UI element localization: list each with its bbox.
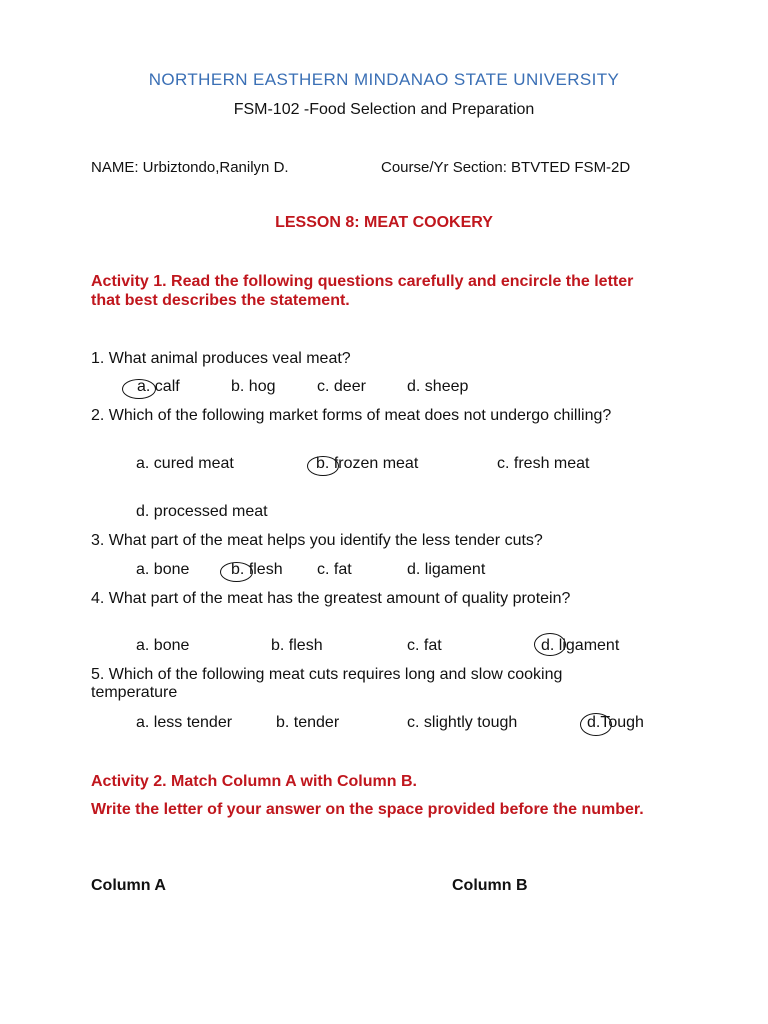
q4-option-c: c. fat [407,637,442,654]
q3-option-d: d. ligament [407,561,486,578]
q1-option-d: d. sheep [407,378,469,395]
q2-option-c: c. fresh meat [497,455,590,472]
q5-option-a: a. less tender [136,714,233,731]
q5-option-b: b. tender [276,714,340,731]
q3-option-c: c. fat [317,561,352,578]
q1-option-b: b. hog [231,378,276,395]
course-title: FSM-102 -Food Selection and Preparation [233,101,535,118]
q3-option-a: a. bone [136,561,190,578]
activity2-title: Activity 2. Match Column A with Column B. [91,773,417,790]
column-b-header: Column B [452,877,528,894]
question-1: 1. What animal produces veal meat? [91,350,351,367]
question-3: 3. What part of the meat helps you identify the less tender cuts? [91,532,543,549]
answer-circle [220,562,253,582]
q5-option-d-text: d.Tough [587,714,644,731]
student-name: NAME: Urbiztondo,Ranilyn D. [91,159,289,176]
activity1-instruction: Activity 1. Read the following questions carefully and encircle the letter that best describes the statement. [91,273,634,309]
q5-option-c: c. slightly tough [407,714,518,731]
q1-option-c: c. deer [317,378,366,395]
q4-option-b: b. flesh [271,637,323,654]
q4-option-a: a. bone [136,637,190,654]
activity2-instruction: Write the letter of your answer on the space provided before the number. [91,801,644,818]
answer-circle [307,456,339,476]
question-2: 2. Which of the following market forms of meat does not undergo chilling? [91,407,612,424]
q2-option-a: a. cured meat [136,455,234,472]
lesson-title: LESSON 8: MEAT COOKERY [275,214,493,231]
q3-option-b: b. flesh [231,561,283,578]
q2-option-b: b. frozen meat [316,455,419,472]
course-section: Course/Yr Section: BTVTED FSM-2D [381,159,631,176]
question-5: 5. Which of the following meat cuts requires long and slow cooking temperature [91,666,563,701]
column-a-header: Column A [91,877,166,894]
answer-circle [122,379,156,399]
q2-option-d: d. processed meat [136,503,268,520]
answer-circle [580,713,612,736]
university-name: NORTHERN EASTHERN MINDANAO STATE UNIVERSITY [148,70,620,89]
question-4: 4. What part of the meat has the greatest amount of quality protein? [91,590,571,607]
q4-option-d: d. ligament [541,637,620,654]
q1-option-a: a. calf [137,378,180,395]
answer-circle [534,633,566,656]
